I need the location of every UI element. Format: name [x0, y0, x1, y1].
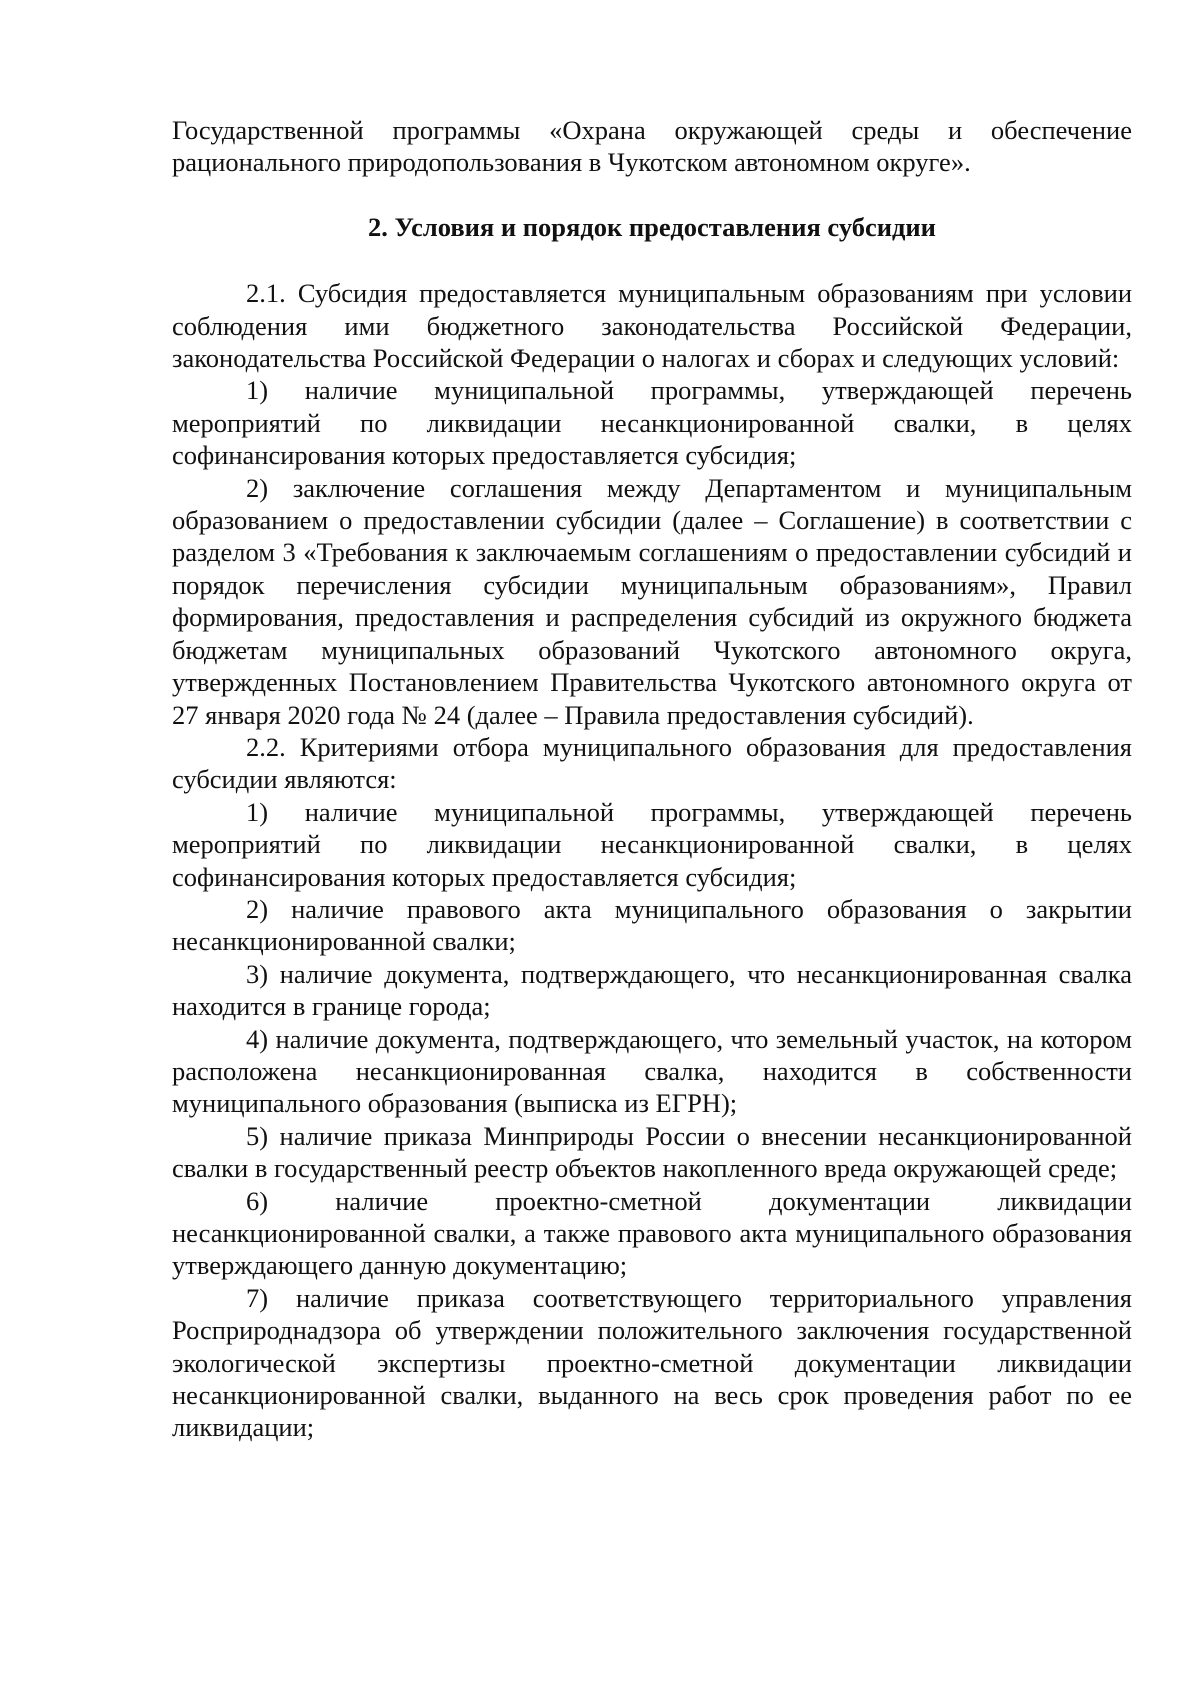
criterion-5: 5) наличие приказа Минприроды России о внесении несанкционированной свалки в государственный реестр объектов накопленного вреда окружающей среде; — [172, 1120, 1132, 1184]
document-page — [172, 114, 1132, 1444]
condition-2: 2) заключение соглашения между Департаментом и муниципальным образованием о предоставлении субсидии (далее – Соглашение) в соответствии с разделом 3 «Требования к заключаемым соглашениям о предоставлении субсидий и порядок перечисления субсидии муниципальным образованиям», Правил формирования, предоставления и распределения субсидий из окружного бюджета бюджетам муниципальных образований Чукотского автономного округа, утвержденных Постановлением Правительства Чукотского автономного округа от 27 января 2020 года № 24 (далее – Правила предоставления субсидий). — [172, 472, 1132, 730]
criterion-2: 2) наличие правового акта муниципального образования о закрытии несанкционированной свалки; — [172, 893, 1132, 957]
criterion-4: 4) наличие документа, подтверждающего, что земельный участок, на котором расположена несанкционированная свалка, находится в собственности муниципального образования (выписка из ЕГРН); — [172, 1023, 1132, 1119]
criterion-3: 3) наличие документа, подтверждающего, что несанкционированная свалка находится в границе города; — [172, 958, 1132, 1022]
paragraph-2-1: 2.1. Субсидия предоставляется муниципальным образованиям при условии соблюдения ими бюджетного законодательства Российской Федерации, законодательства Российской Федерации о налогах и сборах и следующих условий: — [172, 278, 1132, 374]
condition-1: 1) наличие муниципальной программы, утверждающей перечень мероприятий по ликвидации несанкционированной свалки, в целях софинансирования которых предоставляется субсидия; — [172, 375, 1132, 471]
criterion-6: 6) наличие проектно-сметной документации ликвидации несанкционированной свалки, а также правового акта муниципального образования утверждающего данную документацию; — [172, 1185, 1132, 1281]
section-heading: 2. Условия и порядок предоставления субсидии — [368, 211, 936, 242]
criterion-7: 7) наличие приказа соответствующего территориального управления Росприроднадзора об утверждении положительного заключения государственной экологической экспертизы проектно-сметной документации ликвидации несанкционированной свалки, выданного на весь срок проведения работ по ее ликвидации; — [172, 1282, 1132, 1443]
criterion-1: 1) наличие муниципальной программы, утверждающей перечень мероприятий по ликвидации несанкционированной свалки, в целях софинансирования которых предоставляется субсидия; — [172, 796, 1132, 892]
paragraph-2-2: 2.2. Критериями отбора муниципального образования для предоставления субсидии являются: — [172, 731, 1132, 795]
intro-paragraph: Государственной программы «Охрана окружающей среды и обеспечение рационального природопользования в Чукотском автономном округе». — [172, 115, 1132, 178]
